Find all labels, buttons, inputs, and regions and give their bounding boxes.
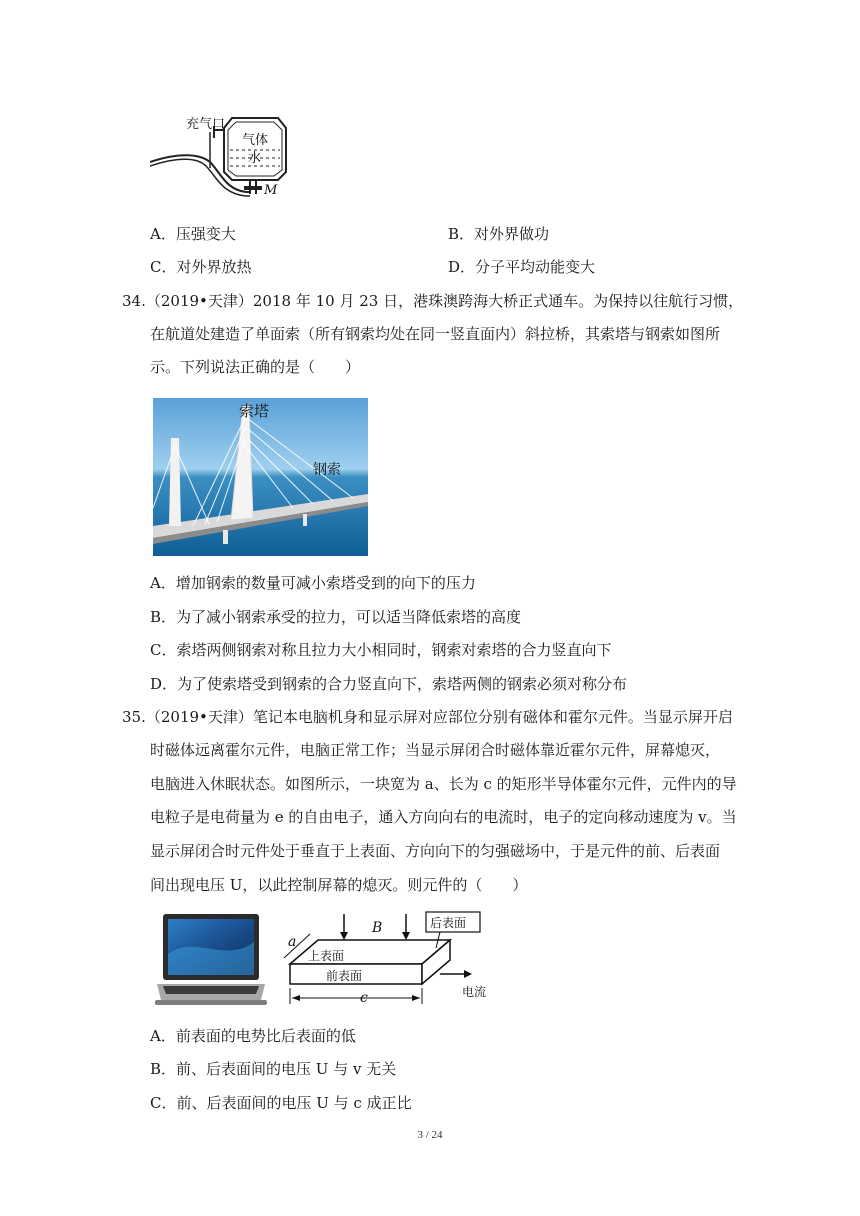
q34-stem-line-3: 示。下列说法正确的是（ ） xyxy=(150,358,361,376)
q35-stem-line-5: 显示屏闭合时元件处于垂直于上表面、方向向下的匀强磁场中，于是元件的前、后表面 xyxy=(150,842,721,860)
front-surface-label: 前表面 xyxy=(326,969,363,983)
q35-stem-line-4: 电粒子是电荷量为 e 的自由电子，通入方向向右的电流时，电子的定向移动速度为 v。当 xyxy=(150,808,737,826)
magnetic-field-label: B xyxy=(372,920,383,936)
q34-option-b: B．为了减小钢索承受的拉力，可以适当降低索塔的高度 xyxy=(150,608,522,626)
length-label: c xyxy=(360,990,368,1006)
page-number: 3 / 24 xyxy=(417,1129,443,1141)
top-surface-label: 上表面 xyxy=(308,949,345,963)
water-label: 水 xyxy=(248,151,262,166)
q35-option-a: A．前表面的电势比后表面的低 xyxy=(150,1027,356,1045)
width-label: a xyxy=(288,934,297,950)
q35-stem-line-6: 间出现电压 U，以此控制屏幕的熄灭。则元件的（ ） xyxy=(150,876,528,894)
q35-option-b: B．前、后表面间的电压 U 与 v 无关 xyxy=(150,1060,397,1078)
q34-stem-line-2: 在航道处建造了单面索（所有钢索均处在同一竖直面内）斜拉桥，其索塔与钢索如图所 xyxy=(150,325,721,343)
q33-option-d: D．分子平均动能变大 xyxy=(448,258,596,276)
current-label: 电流 xyxy=(462,985,487,999)
valve-label: M xyxy=(264,183,278,198)
q35-stem-line-1: 35.（2019•天津）笔记本电脑机身和显示屏对应部位分别有磁体和霍尔元件。当显示屏开启 xyxy=(122,708,733,726)
q35-stem-line-2: 时磁体远离霍尔元件，电脑正常工作；当显示屏闭合时磁体靠近霍尔元件，屏幕熄灭， xyxy=(150,741,721,759)
gas-container-figure xyxy=(150,108,290,200)
q34-option-a: A．增加钢索的数量可减小索塔受到的向下的压力 xyxy=(150,574,476,592)
q33-option-c: C．对外界放热 xyxy=(150,258,252,276)
q34-stem-line-1: 34.（2019•天津）2018 年 10 月 23 日，港珠澳跨海大桥正式通车。为保持以往航行习惯， xyxy=(122,292,744,310)
hall-element-figure xyxy=(280,908,500,1010)
q34-option-d: D．为了使索塔受到钢索的合力竖直向下，索塔两侧的钢索必须对称分布 xyxy=(150,675,628,693)
laptop-image xyxy=(155,914,267,1006)
q35-stem-line-3: 电脑进入休眠状态。如图所示，一块宽为 a、长为 c 的矩形半导体霍尔元件，元件内的导 xyxy=(150,775,737,793)
back-surface-label: 后表面 xyxy=(430,916,467,930)
q35-option-c: C．前、后表面间的电压 U 与 c 成正比 xyxy=(150,1094,412,1112)
q34-option-c: C．索塔两侧钢索对称且拉力大小相同时，钢索对索塔的合力竖直向下 xyxy=(150,641,612,659)
cable-label: 钢索 xyxy=(313,462,341,478)
gas-label: 气体 xyxy=(242,133,269,148)
tower-label: 索塔 xyxy=(239,402,270,420)
bridge-photo xyxy=(153,398,368,556)
inlet-label: 充气口 xyxy=(186,117,226,132)
q33-option-b: B．对外界做功 xyxy=(448,225,550,243)
q33-option-a: A．压强变大 xyxy=(150,225,236,243)
